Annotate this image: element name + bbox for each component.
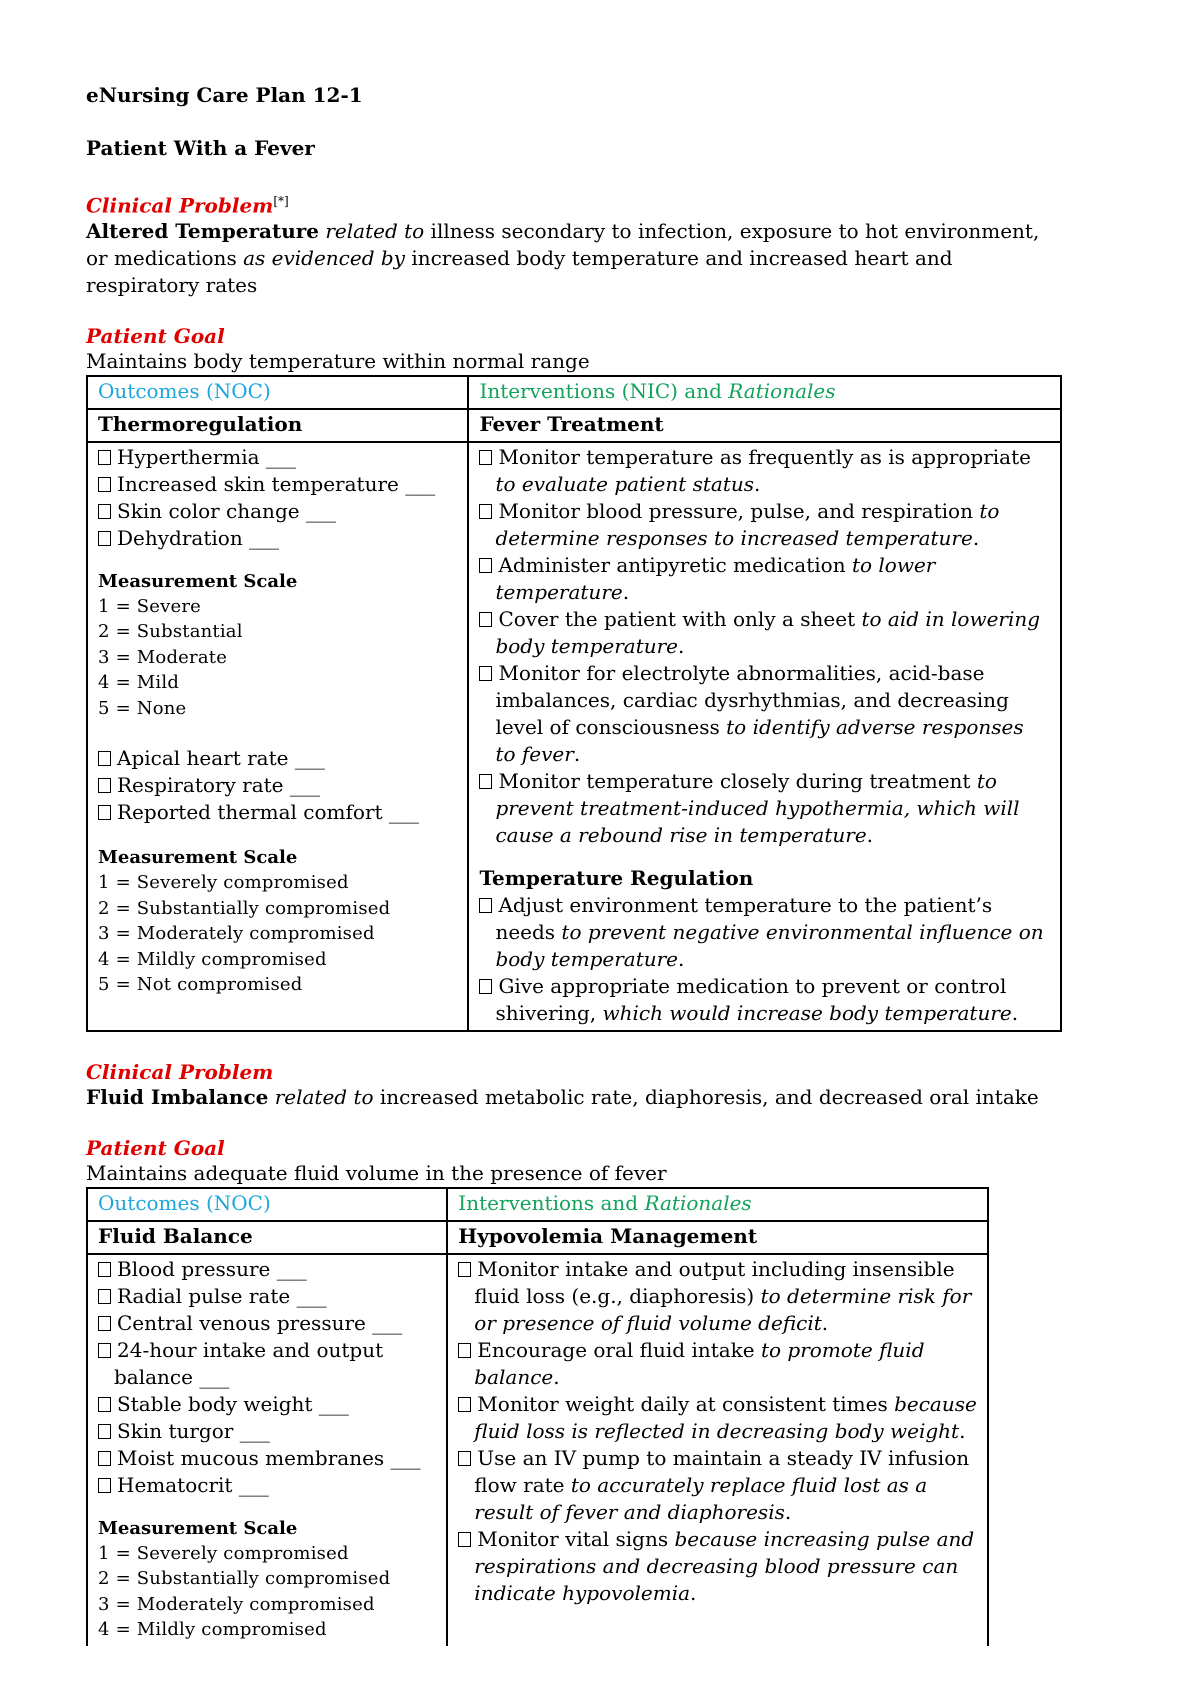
outcome-label: Apical heart rate ___ — [117, 746, 325, 771]
interventions-cell — [468, 442, 1061, 1031]
outcome-label: Moist mucous membranes ___ — [117, 1445, 421, 1470]
checkbox-icon[interactable] — [98, 1397, 111, 1412]
intervention-end: . — [1011, 1000, 1019, 1025]
outcome-label: Blood pressure ___ — [117, 1256, 307, 1281]
checkbox-icon[interactable] — [98, 805, 111, 820]
intervention-end: . — [972, 525, 980, 550]
intervention-rationale: because increasing pulse and respirations and decreasing blood pressure can indicate hypovolemia — [474, 1526, 975, 1605]
care-plan-table-1 — [86, 375, 1062, 1032]
outcome-label: Dehydration ___ — [117, 525, 280, 550]
document-subtitle: Patient With a Fever — [86, 136, 315, 160]
outcome-group-title: Thermoregulation — [87, 409, 468, 442]
measurement-scale-title: Measurement Scale — [98, 570, 298, 592]
checkbox-icon[interactable] — [98, 751, 111, 766]
intervention-item — [458, 1337, 977, 1391]
intervention-rationale: to identify adverse responses to fever — [495, 714, 1024, 766]
outcome-item — [98, 1256, 436, 1283]
measurement-scale-item: 1 = Severely compromised — [98, 1542, 349, 1564]
intervention-text: Monitor temperature closely during treatment — [498, 768, 977, 793]
outcome-item — [98, 498, 457, 525]
checkbox-icon[interactable] — [479, 558, 492, 573]
intervention-text: Use an IV pump to maintain a steady IV infusion flow rate — [474, 1445, 970, 1497]
intervention-list — [458, 1256, 977, 1607]
outcome-label: Respiratory rate ___ — [117, 773, 320, 798]
checkbox-icon[interactable] — [98, 504, 111, 519]
intervention-text: Monitor temperature as frequently as is appropriate — [498, 444, 1031, 469]
intervention-end: . — [784, 1499, 792, 1524]
footnote-reference[interactable]: [*] — [273, 194, 289, 208]
intervention-end: . — [690, 1580, 697, 1605]
intervention-rationale: because fluid loss is reflected in decreasing body weight — [474, 1391, 977, 1443]
measurement-scale-item: 1 = Severely compromised — [98, 872, 349, 894]
interventions-cell — [447, 1254, 988, 1646]
intervention-rationale: which would increase body temperature — [602, 1000, 1012, 1025]
outcome-item — [98, 745, 457, 772]
table-body-row — [87, 1254, 988, 1646]
outcome-item — [98, 1337, 436, 1391]
outcome-label: Reported thermal comfort ___ — [117, 800, 419, 825]
patient-goal-text: Maintains adequate fluid volume in the presence of fever — [86, 1160, 667, 1185]
outcome-label: Skin turgor ___ — [117, 1418, 270, 1443]
intervention-end: . — [573, 741, 581, 766]
outcome-item — [98, 1418, 436, 1445]
checkbox-icon[interactable] — [458, 1451, 471, 1466]
outcome-group-title: Fluid Balance — [87, 1221, 447, 1254]
intervention-item — [479, 552, 1050, 606]
outcome-item — [98, 1445, 436, 1472]
document-page — [86, 82, 1106, 1646]
intervention-group-title: Fever Treatment — [468, 409, 1061, 442]
intervention-text: Encourage oral fluid intake — [477, 1337, 761, 1362]
clinical-problem-heading: Clinical Problem[*] — [86, 193, 289, 218]
outcomes-cell — [87, 442, 468, 1031]
outcome-item — [98, 471, 457, 498]
measurement-scale-item: 3 = Moderately compromised — [98, 923, 375, 945]
intervention-item — [479, 892, 1050, 973]
table-subheader-row — [87, 409, 1061, 442]
care-plan-table-2 — [86, 1187, 989, 1646]
intervention-rationale: to lower temperature — [495, 552, 936, 604]
measurement-scale-list — [98, 870, 457, 998]
intervention-end: . — [866, 822, 874, 847]
intervention-end: . — [821, 1310, 829, 1335]
intervention-rationale: to prevent negative environmental influence on body temperature — [495, 919, 1044, 971]
intervention-item — [479, 768, 1050, 849]
outcome-label: 24-hour intake and output balance ___ — [114, 1337, 384, 1389]
outcome-item — [98, 799, 457, 826]
checkbox-icon[interactable] — [479, 666, 492, 681]
checkbox-icon[interactable] — [479, 979, 492, 994]
intervention-text: Cover the patient with only a sheet — [498, 606, 862, 631]
outcome-item — [98, 1472, 436, 1499]
patient-goal-heading: Patient Goal — [86, 323, 225, 348]
intervention-item — [479, 660, 1050, 768]
intervention-end: . — [678, 946, 685, 971]
checkbox-icon[interactable] — [98, 1343, 111, 1358]
outcome-label: Skin color change ___ — [117, 498, 336, 523]
outcome-item — [98, 1283, 436, 1310]
intervention-item — [479, 606, 1050, 660]
checkbox-icon[interactable] — [98, 1424, 111, 1439]
checkbox-icon[interactable] — [98, 477, 111, 492]
intervention-group-title: Hypovolemia Management — [447, 1221, 988, 1254]
measurement-scale-list — [98, 594, 457, 722]
intervention-text: Give appropriate medication to prevent or control shivering, — [495, 973, 1007, 1025]
outcomes-header: Outcomes (NOC) — [87, 1188, 447, 1221]
intervention-text: Monitor blood pressure, pulse, and respiration — [498, 498, 980, 523]
measurement-scale-item: 3 = Moderately compromised — [98, 1593, 375, 1615]
measurement-scale-item: 2 = Substantial — [98, 621, 243, 643]
intervention-item — [458, 1445, 977, 1526]
measurement-scale-item: 5 = None — [98, 697, 187, 719]
checkbox-icon[interactable] — [458, 1262, 471, 1277]
intervention-end: . — [959, 1418, 966, 1443]
intervention-rationale: to determine risk for or presence of fluid volume deficit — [474, 1283, 972, 1335]
checkbox-icon[interactable] — [479, 504, 492, 519]
intervention-item — [458, 1391, 977, 1445]
outcome-item — [98, 772, 457, 799]
clinical-problem-statement: Altered Temperature related to illness secondary to infection, exposure to hot environment, or medications as evidenced by increased body temperature and increased heart and respiratory rates — [86, 218, 1040, 297]
checkbox-icon[interactable] — [479, 450, 492, 465]
measurement-scale-item: 3 = Moderate — [98, 646, 228, 668]
checkbox-icon[interactable] — [458, 1397, 471, 1412]
clinical-problem-statement: Fluid Imbalance related to increased metabolic rate, diaphoresis, and decreased oral intake — [86, 1084, 1039, 1109]
outcome-label: Central venous pressure ___ — [117, 1310, 403, 1335]
measurement-scale-title: Measurement Scale — [98, 1517, 298, 1539]
measurement-scale-item: 4 = Mildly compromised — [98, 948, 327, 970]
measurement-scale-item: 2 = Substantially compromised — [98, 1568, 391, 1590]
intervention-text: Monitor for electrolyte abnormalities, acid-base imbalances, cardiac dysrhythmias, and decreasing level of consciousness — [495, 660, 1009, 739]
intervention-rationale: to prevent treatment-induced hypothermia, which will cause a rebound rise in temperature — [495, 768, 1020, 847]
clinical-problem-heading: Clinical Problem — [86, 1059, 274, 1084]
intervention-item — [479, 498, 1050, 552]
checkbox-icon[interactable] — [98, 1316, 111, 1331]
measurement-scale-title: Measurement Scale — [98, 847, 298, 869]
outcome-list — [98, 444, 457, 552]
table-header-row — [87, 1188, 988, 1221]
outcome-item — [98, 1310, 436, 1337]
intervention-text: Monitor intake and output including insensible fluid loss (e.g., diaphoresis) — [474, 1256, 955, 1308]
outcome-label: Radial pulse rate ___ — [117, 1283, 327, 1308]
intervention-text: Adjust environment temperature to the patient’s needs — [495, 892, 993, 944]
outcome-label: Hematocrit ___ — [117, 1472, 269, 1497]
checkbox-icon[interactable] — [479, 898, 492, 913]
intervention-end: . — [754, 471, 761, 496]
outcome-label: Hyperthermia ___ — [117, 444, 296, 469]
checkbox-icon[interactable] — [98, 1289, 111, 1304]
checkbox-icon[interactable] — [458, 1343, 471, 1358]
intervention-rationale: to accurately replace fluid lost as a result of fever and diaphoresis — [474, 1472, 928, 1524]
outcomes-header: Outcomes (NOC) — [87, 376, 468, 409]
intervention-rationale: to determine responses to increased temperature — [495, 498, 1000, 550]
interventions-header: Interventions and Rationales — [447, 1188, 988, 1221]
intervention-end: . — [678, 633, 685, 658]
checkbox-icon[interactable] — [98, 450, 111, 465]
intervention-list — [479, 444, 1050, 849]
table-subheader-row — [87, 1221, 988, 1254]
outcome-list — [98, 745, 457, 826]
measurement-scale-list — [98, 1541, 436, 1643]
measurement-scale-item: 5 = Not compromised — [98, 974, 303, 996]
table-header-row — [87, 376, 1061, 409]
outcome-item — [98, 1391, 436, 1418]
outcome-item — [98, 444, 457, 471]
measurement-scale-item: 2 = Substantially compromised — [98, 897, 391, 919]
intervention-item — [458, 1256, 977, 1337]
checkbox-icon[interactable] — [98, 778, 111, 793]
measurement-scale-item: 4 = Mild — [98, 672, 180, 694]
outcome-item — [98, 525, 457, 552]
checkbox-icon[interactable] — [458, 1532, 471, 1547]
intervention-text: Monitor weight daily at consistent times — [477, 1391, 895, 1416]
outcome-label: Stable body weight ___ — [117, 1391, 349, 1416]
outcome-label: Increased skin temperature ___ — [117, 471, 436, 496]
checkbox-icon[interactable] — [479, 774, 492, 789]
intervention-item — [458, 1526, 977, 1607]
intervention-rationale: to promote fluid balance — [474, 1337, 925, 1389]
measurement-scale-item: 4 = Mildly compromised — [98, 1619, 327, 1641]
intervention-rationale: to aid in lowering body temperature — [495, 606, 1041, 658]
measurement-scale-item: 1 = Severe — [98, 595, 202, 617]
patient-goal-heading: Patient Goal — [86, 1135, 225, 1160]
intervention-item — [479, 973, 1050, 1027]
table-body-row — [87, 442, 1061, 1031]
intervention-end: . — [553, 1364, 560, 1389]
patient-goal-text: Maintains body temperature within normal range — [86, 348, 590, 373]
checkbox-icon[interactable] — [98, 1478, 111, 1493]
intervention-item — [479, 444, 1050, 498]
interventions-header: Interventions (NIC) and Rationales — [468, 376, 1061, 409]
outcome-list — [98, 1256, 436, 1499]
checkbox-icon[interactable] — [98, 1262, 111, 1277]
intervention-text: Monitor vital signs — [477, 1526, 675, 1551]
intervention-text: Administer antipyretic medication — [498, 552, 852, 577]
intervention-rationale: to evaluate patient status — [495, 471, 755, 496]
outcomes-cell — [87, 1254, 447, 1646]
checkbox-icon[interactable] — [98, 531, 111, 546]
intervention-group-title: Temperature Regulation — [479, 865, 754, 890]
checkbox-icon[interactable] — [98, 1451, 111, 1466]
intervention-end: . — [622, 579, 630, 604]
intervention-list — [479, 892, 1050, 1027]
document-title: eNursing Care Plan 12-1 — [86, 83, 363, 107]
checkbox-icon[interactable] — [479, 612, 492, 627]
